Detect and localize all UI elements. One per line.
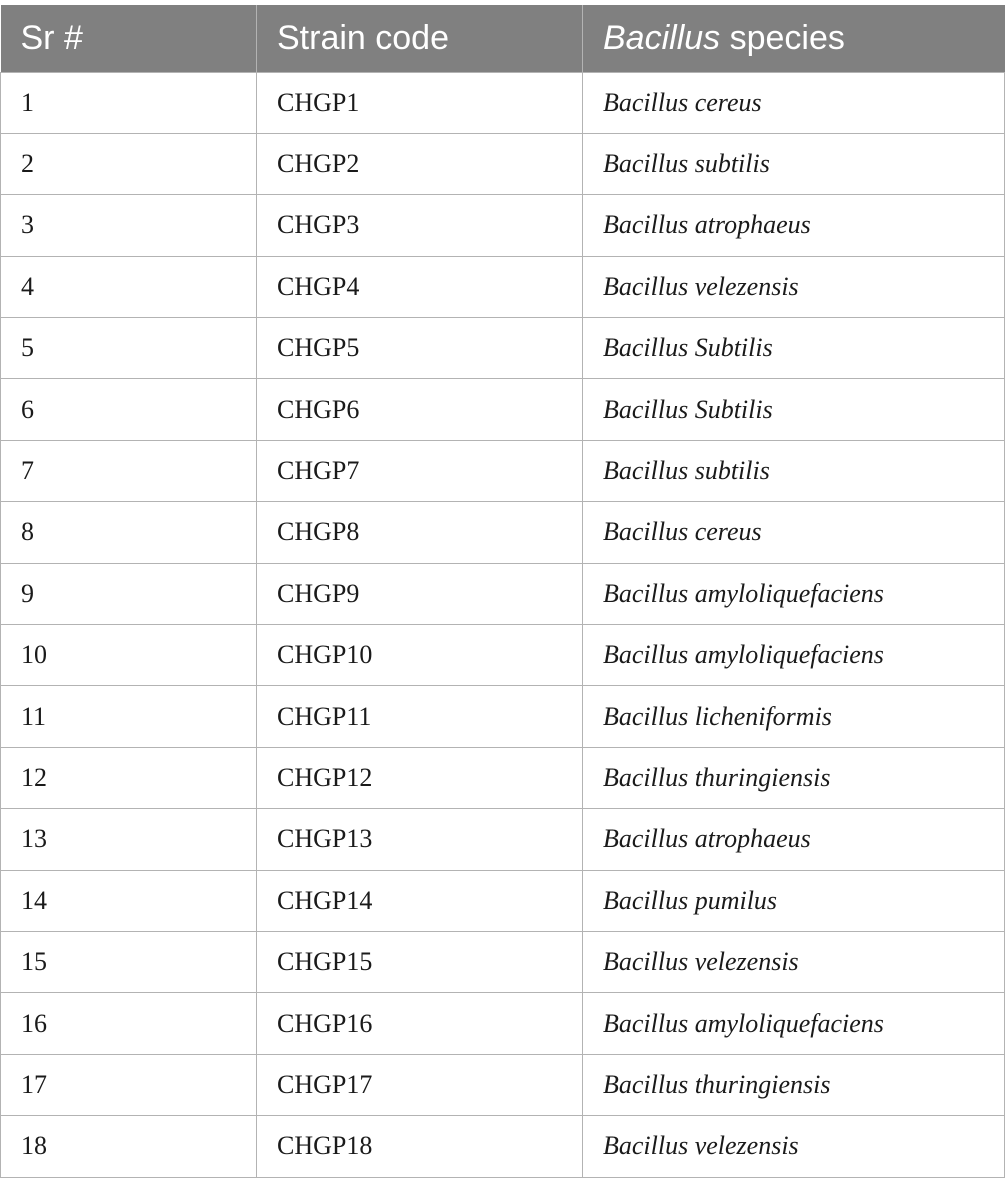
table-row [1, 625, 1005, 686]
table-row [1, 1054, 1005, 1115]
cell-strain-code: CHGP15 [257, 931, 583, 992]
cell-sr: 14 [1, 870, 257, 931]
cell-strain-code: CHGP4 [257, 256, 583, 317]
cell-strain-code: CHGP11 [257, 686, 583, 747]
cell-species: Bacillus amyloliquefaciens [583, 563, 1005, 624]
table-row [1, 747, 1005, 808]
cell-species: Bacillus subtilis [583, 440, 1005, 501]
cell-sr: 5 [1, 318, 257, 379]
cell-sr: 3 [1, 195, 257, 256]
cell-species: Bacillus Subtilis [583, 379, 1005, 440]
cell-sr: 1 [1, 72, 257, 133]
cell-species: Bacillus velezensis [583, 256, 1005, 317]
cell-strain-code: CHGP14 [257, 870, 583, 931]
cell-sr: 16 [1, 993, 257, 1054]
cell-species: Bacillus thuringiensis [583, 1054, 1005, 1115]
cell-sr: 4 [1, 256, 257, 317]
strain-table [0, 5, 1005, 1178]
cell-strain-code: CHGP12 [257, 747, 583, 808]
strain-table-container [0, 5, 1004, 1178]
cell-sr: 10 [1, 625, 257, 686]
table-row [1, 993, 1005, 1054]
cell-species: Bacillus velezensis [583, 1116, 1005, 1177]
cell-species: Bacillus atrophaeus [583, 809, 1005, 870]
table-row [1, 931, 1005, 992]
cell-sr: 6 [1, 379, 257, 440]
header-species-rest: species [720, 18, 845, 57]
table-row [1, 72, 1005, 133]
cell-species: Bacillus amyloliquefaciens [583, 625, 1005, 686]
cell-strain-code: CHGP5 [257, 318, 583, 379]
table-row [1, 870, 1005, 931]
table-row [1, 502, 1005, 563]
table-row [1, 133, 1005, 194]
cell-species: Bacillus atrophaeus [583, 195, 1005, 256]
cell-species: Bacillus thuringiensis [583, 747, 1005, 808]
table-row [1, 256, 1005, 317]
header-species-genus: Bacillus [603, 18, 721, 57]
table-row [1, 563, 1005, 624]
cell-sr: 13 [1, 809, 257, 870]
cell-sr: 8 [1, 502, 257, 563]
cell-strain-code: CHGP17 [257, 1054, 583, 1115]
cell-strain-code: CHGP8 [257, 502, 583, 563]
cell-sr: 2 [1, 133, 257, 194]
table-row [1, 809, 1005, 870]
cell-strain-code: CHGP9 [257, 563, 583, 624]
header-row [1, 5, 1005, 72]
cell-strain-code: CHGP13 [257, 809, 583, 870]
cell-species: Bacillus subtilis [583, 133, 1005, 194]
cell-sr: 7 [1, 440, 257, 501]
header-species [583, 5, 1005, 72]
cell-strain-code: CHGP7 [257, 440, 583, 501]
cell-species: Bacillus pumilus [583, 870, 1005, 931]
table-row [1, 686, 1005, 747]
cell-strain-code: CHGP3 [257, 195, 583, 256]
cell-strain-code: CHGP1 [257, 72, 583, 133]
cell-strain-code: CHGP6 [257, 379, 583, 440]
table-row [1, 195, 1005, 256]
header-strain-code: Strain code [257, 5, 583, 72]
cell-sr: 9 [1, 563, 257, 624]
cell-sr: 11 [1, 686, 257, 747]
cell-species: Bacillus Subtilis [583, 318, 1005, 379]
table-row [1, 318, 1005, 379]
cell-strain-code: CHGP2 [257, 133, 583, 194]
cell-strain-code: CHGP18 [257, 1116, 583, 1177]
cell-species: Bacillus cereus [583, 72, 1005, 133]
cell-species: Bacillus cereus [583, 502, 1005, 563]
table-header [1, 5, 1005, 72]
cell-sr: 17 [1, 1054, 257, 1115]
cell-sr: 12 [1, 747, 257, 808]
table-row [1, 379, 1005, 440]
table-body [1, 72, 1005, 1177]
cell-strain-code: CHGP16 [257, 993, 583, 1054]
cell-sr: 15 [1, 931, 257, 992]
header-sr: Sr # [1, 5, 257, 72]
table-row [1, 1116, 1005, 1177]
cell-species: Bacillus licheniformis [583, 686, 1005, 747]
table-row [1, 440, 1005, 501]
cell-species: Bacillus amyloliquefaciens [583, 993, 1005, 1054]
cell-species: Bacillus velezensis [583, 931, 1005, 992]
cell-strain-code: CHGP10 [257, 625, 583, 686]
cell-sr: 18 [1, 1116, 257, 1177]
